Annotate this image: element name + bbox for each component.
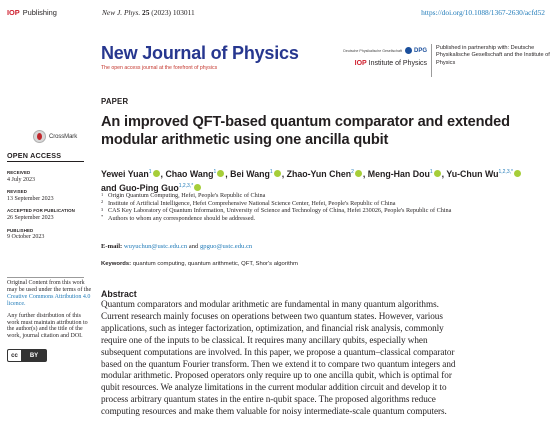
publisher-mark: IOP — [7, 8, 20, 17]
affiliation-list — [101, 192, 546, 222]
history-date: 26 September 2023 — [7, 214, 54, 221]
author-affil: 2 — [351, 169, 354, 175]
license-note: Any further distribution of this work must maintain attribution to the author(s) and the title of the work, journal citation and DOI. — [7, 312, 88, 340]
top-bar — [0, 8, 554, 20]
license-terms — [7, 280, 93, 308]
journal-tagline: The open access journal at the forefront of physics — [101, 65, 218, 71]
affiliation-number: * — [101, 214, 104, 220]
abstract-line: require one of the inputs to be classical. It requires many ancillary qubits, especially when — [101, 334, 428, 345]
email-link[interactable]: gpguo@ustc.edu.cn — [199, 243, 253, 250]
correspondence-note — [101, 215, 546, 223]
history-date: 13 September 2023 — [7, 195, 54, 202]
email-label: E-mail: — [101, 243, 123, 250]
orcid-icon[interactable] — [153, 170, 160, 177]
author-affil: 1,2,3,* — [178, 182, 194, 189]
history-label: REVISED — [7, 189, 27, 195]
abstract-line: computing resources and make them valuable for noisy intermediate-scale quantum computers. — [101, 406, 447, 417]
open-access-label: OPEN ACCESS — [7, 151, 62, 160]
abstract-line: Quantum comparators and modular arithmetic are fundamental in many quantum algorithms. — [101, 299, 439, 309]
dpg-text: Deutsche Physikalische Gesellschaft — [343, 48, 402, 53]
dpg-emblem-icon — [405, 47, 412, 54]
paper-title: An improved QFT-based quantum comparator and extended modular arithmetic using one ancilla qubit — [101, 114, 510, 148]
author-name[interactable]: Meng-Han Dou — [367, 168, 430, 179]
publication-history — [7, 170, 92, 247]
history-accepted — [7, 208, 92, 221]
keywords-label: Keywords: — [101, 261, 132, 267]
email-and: and — [188, 243, 199, 250]
affiliation — [101, 200, 546, 208]
iop-text: Institute of Physics — [368, 60, 427, 67]
orcid-icon[interactable] — [274, 170, 281, 177]
affiliation-text: Authors to whom any correspondence should be addressed. — [108, 214, 256, 222]
history-label: ACCEPTED FOR PUBLICATION — [7, 208, 75, 214]
dpg-abbr: DPG — [413, 47, 427, 54]
volume-number: 25 — [142, 8, 150, 17]
iop-logo[interactable] — [355, 60, 427, 67]
abstract-text — [101, 299, 547, 418]
author-affil: 1 — [269, 169, 273, 175]
abstract-line: modular arithmetic. Proposed operators only require up to one ancilla qubit, which is optimal for — [101, 370, 452, 381]
partner-divider — [431, 44, 432, 77]
abstract-line: qubit resources. We analyze limitations in the current modular addition circuit and develop it to — [101, 382, 447, 393]
abstract-heading: Abstract — [101, 289, 137, 299]
abstract-line: based on the quantum Fourier transform. Then we extend it to compare two quantum integers and — [101, 358, 456, 369]
author-name[interactable]: Yu-Chun Wu — [446, 168, 499, 179]
doi-link[interactable]: https://doi.org/10.1088/1367-2630/acfd52 — [421, 8, 545, 17]
citation-rest: (2023) 103011 — [151, 8, 195, 17]
journal-title[interactable]: New Journal of Physics — [101, 43, 299, 63]
author-affil: 1 — [148, 169, 152, 175]
orcid-icon[interactable] — [355, 170, 362, 177]
journal-abbrev: New J. Phys. — [102, 8, 141, 17]
divider — [7, 277, 84, 278]
crossmark-button[interactable] — [33, 130, 77, 143]
orcid-icon[interactable] — [217, 170, 224, 177]
author-name[interactable]: Guo-Ping Guo — [119, 182, 179, 193]
divider — [7, 161, 84, 162]
affiliation — [101, 192, 546, 200]
history-label: RECEIVED — [7, 170, 31, 175]
iop-mark: IOP — [354, 60, 367, 67]
abstract-line: subsequent computations are involved. In this paper, we propose a quantum–classical comparator — [101, 346, 455, 357]
partnership-statement: Published in partnership with: Deutsche Physikalische Gesellschaft and the Institute of Physics — [436, 45, 550, 66]
affiliation-text: Origin Quantum Computing, Hefei, People's Republic of China — [108, 192, 266, 199]
article-type: PAPER — [101, 97, 129, 106]
dpg-logo[interactable] — [343, 47, 427, 54]
affiliation-number: 2 — [101, 199, 104, 205]
license-notice — [7, 280, 93, 345]
crossmark-icon — [33, 130, 46, 143]
orcid-icon[interactable] — [434, 170, 441, 177]
history-revised — [7, 189, 92, 202]
author-name[interactable]: Yewei Yuan — [101, 168, 149, 179]
history-received — [7, 170, 92, 183]
author-name[interactable]: Chao Wang — [165, 168, 214, 179]
publisher-logo[interactable] — [7, 8, 57, 17]
author-name[interactable]: Bei Wang — [230, 168, 270, 179]
email-link[interactable]: wuyuchun@ustc.edu.cn — [123, 243, 188, 250]
abstract-line: Current research mainly focuses on operations between two quantum states. However, various — [101, 310, 443, 321]
history-label: PUBLISHED — [7, 227, 34, 233]
history-date: 9 October 2023 — [7, 234, 45, 241]
journal-citation — [102, 8, 195, 17]
partner-logos — [337, 47, 427, 77]
orcid-icon[interactable] — [514, 170, 521, 177]
author-affil: 1,2,3,* — [498, 169, 513, 175]
contact-email — [101, 243, 252, 250]
cc-icon: cc — [8, 350, 22, 361]
history-published — [7, 228, 92, 241]
author-affil: 1 — [213, 169, 217, 175]
history-date: 4 July 2023 — [7, 176, 36, 183]
affiliation — [101, 207, 546, 215]
orcid-icon[interactable] — [194, 184, 201, 191]
abstract-line: applications, such as integer factorization, optimization, and financial risk analysis, commonly — [101, 322, 444, 333]
author-affil: 1 — [429, 169, 433, 175]
author-list: Yewei Yuan$^1$ , Chao Wang$^1$ , Bei Wang$^1$ , Zhao-Yun Chen$^2$ , Meng-Han Dou$^1$ , Yu-Chun $Wu^{1,2,3,*}$ and Guo-Ping Guo$^{1,2,3,*}$ — [101, 167, 551, 194]
keywords-text: quantum computing, quantum arithmetic, QFT, Shor's algorithm — [132, 261, 298, 267]
author-name[interactable]: Zhao-Yun Chen — [286, 168, 352, 179]
license-link[interactable]: Creative Commons Attribution 4.0 licence. — [7, 293, 91, 307]
affiliation-text: CAS Key Laboratory of Quantum Information, University of Science and Technology of China, Hefei 230026, People's Republic of China — [108, 207, 452, 215]
affiliation-number: 1 — [101, 191, 104, 197]
keywords — [101, 261, 298, 267]
abstract-line: process arbitrary quantum states in the entire n-qubit space. The proposed algorithms reduce — [101, 394, 436, 405]
cc-by-badge[interactable] — [7, 349, 47, 362]
affiliation-text: Institute of Artificial Intelligence, Hefei Comprehensive National Science Center, Hefei, People's Republic of China — [108, 199, 396, 207]
publisher-word: Publishing — [22, 8, 57, 17]
license-text: Original Content from this work may be used under the terms of the — [7, 280, 92, 293]
affiliation-number: 3 — [101, 206, 104, 212]
crossmark-label: CrossMark — [49, 133, 78, 140]
by-icon: BY — [22, 350, 46, 361]
